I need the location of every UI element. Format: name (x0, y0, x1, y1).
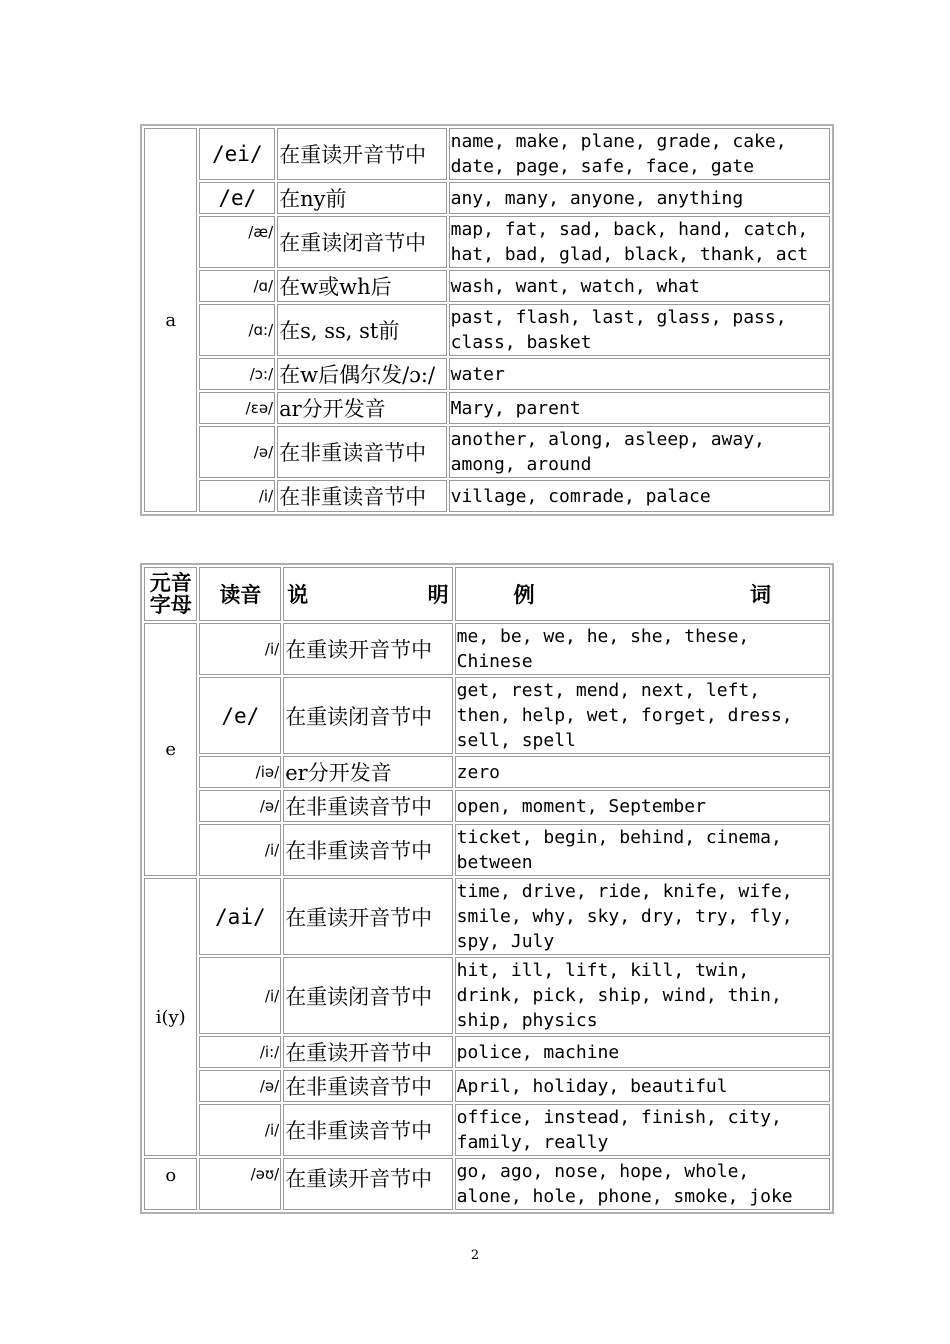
example-words-cell: ticket, begin, behind, cinema, between (455, 824, 830, 876)
rule-description-cell: 在重读开音节中 (283, 878, 452, 955)
table-row (144, 1036, 830, 1068)
pronunciation-cell: /ei/ (199, 128, 275, 180)
vowel-letter-cell: e (144, 623, 197, 876)
pronunciation-cell: /e/ (199, 677, 281, 754)
rule-description-cell: 在非重读音节中 (277, 426, 446, 478)
pronunciation-cell: /əʊ/ (199, 1158, 281, 1210)
header-examples-char2: 词 (750, 582, 771, 607)
rule-description-cell: 在重读开音节中 (283, 1158, 452, 1210)
table-row (144, 216, 830, 268)
pronunciation-cell: /i/ (199, 824, 281, 876)
example-words-cell: village, comrade, palace (449, 480, 830, 512)
vowel-letter-cell: a (144, 128, 197, 512)
example-words-cell: name, make, plane, grade, cake, date, page, safe, face, gate (449, 128, 830, 180)
pronunciation-cell: /iə/ (199, 756, 281, 788)
pronunciation-cell: /i/ (199, 623, 281, 675)
example-words-cell: get, rest, mend, next, left, then, help, wet, forget, dress, sell, spell (455, 677, 830, 754)
rule-description-cell: 在w或wh后 (277, 270, 446, 302)
table-row (144, 1070, 830, 1102)
example-words-cell: wash, want, watch, what (449, 270, 830, 302)
example-words-cell: any, many, anyone, anything (449, 182, 830, 214)
phonics-table-e-i-o (140, 563, 834, 1214)
table-row (144, 128, 830, 180)
header-description-char2: 明 (427, 582, 449, 607)
rule-description-cell: 在s, ss, st前 (277, 304, 446, 356)
table-row (144, 756, 830, 788)
table-row (144, 824, 830, 876)
pronunciation-cell: /e/ (199, 182, 275, 214)
rule-description-cell: 在重读闭音节中 (283, 677, 452, 754)
pronunciation-cell: /ə/ (199, 426, 275, 478)
header-description (283, 567, 452, 621)
pronunciation-cell: /i:/ (199, 1036, 281, 1068)
table-row (144, 426, 830, 478)
header-vowel-line2: 字母 (149, 592, 192, 617)
vowel-letter-cell: o (144, 1158, 197, 1210)
example-words-cell: April, holiday, beautiful (455, 1070, 830, 1102)
header-examples-char1: 例 (513, 582, 535, 607)
table-row (144, 1104, 830, 1156)
rule-description-cell: 在重读开音节中 (283, 623, 452, 675)
rule-description-cell: 在重读闭音节中 (283, 957, 452, 1034)
rule-description-cell: 在ny前 (277, 182, 446, 214)
rule-description-cell: er分开发音 (283, 756, 452, 788)
table-row (144, 878, 830, 955)
example-words-cell: go, ago, nose, hope, whole, alone, hole, phone, smoke, joke (455, 1158, 830, 1210)
example-words-cell: open, moment, September (455, 790, 830, 822)
example-words-cell: police, machine (455, 1036, 830, 1068)
table-row (144, 182, 830, 214)
header-description-char1: 说 (287, 582, 309, 607)
example-words-cell: zero (455, 756, 830, 788)
pronunciation-cell: /ɛə/ (199, 392, 275, 424)
rule-description-cell: 在非重读音节中 (283, 1104, 452, 1156)
example-words-cell: hit, ill, lift, kill, twin, drink, pick, ship, wind, thin, ship, physics (455, 957, 830, 1034)
table-row (144, 270, 830, 302)
example-words-cell: map, fat, sad, back, hand, catch, hat, bad, glad, black, thank, act (449, 216, 830, 268)
rule-description-cell: 在非重读音节中 (283, 824, 452, 876)
rule-description-cell: 在重读开音节中 (283, 1036, 452, 1068)
header-pronunciation: 读音 (199, 567, 281, 621)
pronunciation-cell: /ɑ/ (199, 270, 275, 302)
rule-description-cell: 在重读开音节中 (277, 128, 446, 180)
header-examples (455, 567, 830, 621)
pronunciation-cell: /ə/ (199, 1070, 281, 1102)
pronunciation-cell: /ə/ (199, 790, 281, 822)
rule-description-cell: 在重读闭音节中 (277, 216, 446, 268)
table-header-row (144, 567, 830, 621)
example-words-cell: office, instead, finish, city, family, really (455, 1104, 830, 1156)
vowel-letter-cell: i(y) (144, 878, 197, 1156)
table-row (144, 677, 830, 754)
page-number: 2 (470, 1248, 480, 1263)
example-words-cell: Mary, parent (449, 392, 830, 424)
pronunciation-cell: /i/ (199, 1104, 281, 1156)
rule-description-cell: 在非重读音节中 (283, 1070, 452, 1102)
example-words-cell: past, flash, last, glass, pass, class, basket (449, 304, 830, 356)
pronunciation-cell: /æ/ (199, 216, 275, 268)
table-row (144, 1158, 830, 1210)
pronunciation-cell: /ɔ:/ (199, 358, 275, 390)
example-words-cell: time, drive, ride, knife, wife, smile, why, sky, dry, try, fly, spy, July (455, 878, 830, 955)
table-row (144, 358, 830, 390)
rule-description-cell: 在非重读音节中 (277, 480, 446, 512)
table-row (144, 392, 830, 424)
rule-description-cell: ar分开发音 (277, 392, 446, 424)
rule-description-cell: 在w后偶尔发/ɔ:/ (277, 358, 446, 390)
header-vowel-letter (144, 567, 197, 621)
phonics-table-a (140, 124, 834, 516)
table-row (144, 957, 830, 1034)
header-vowel-line1: 元音 (149, 570, 192, 595)
table-row (144, 790, 830, 822)
example-words-cell: another, along, asleep, away, among, around (449, 426, 830, 478)
pronunciation-cell: /ɑ:/ (199, 304, 275, 356)
example-words-cell: water (449, 358, 830, 390)
rule-description-cell: 在非重读音节中 (283, 790, 452, 822)
example-words-cell: me, be, we, he, she, these, Chinese (455, 623, 830, 675)
table-row (144, 480, 830, 512)
pronunciation-cell: /i/ (199, 480, 275, 512)
table-row (144, 623, 830, 675)
pronunciation-cell: /ai/ (199, 878, 281, 955)
pronunciation-cell: /i/ (199, 957, 281, 1034)
table-row (144, 304, 830, 356)
